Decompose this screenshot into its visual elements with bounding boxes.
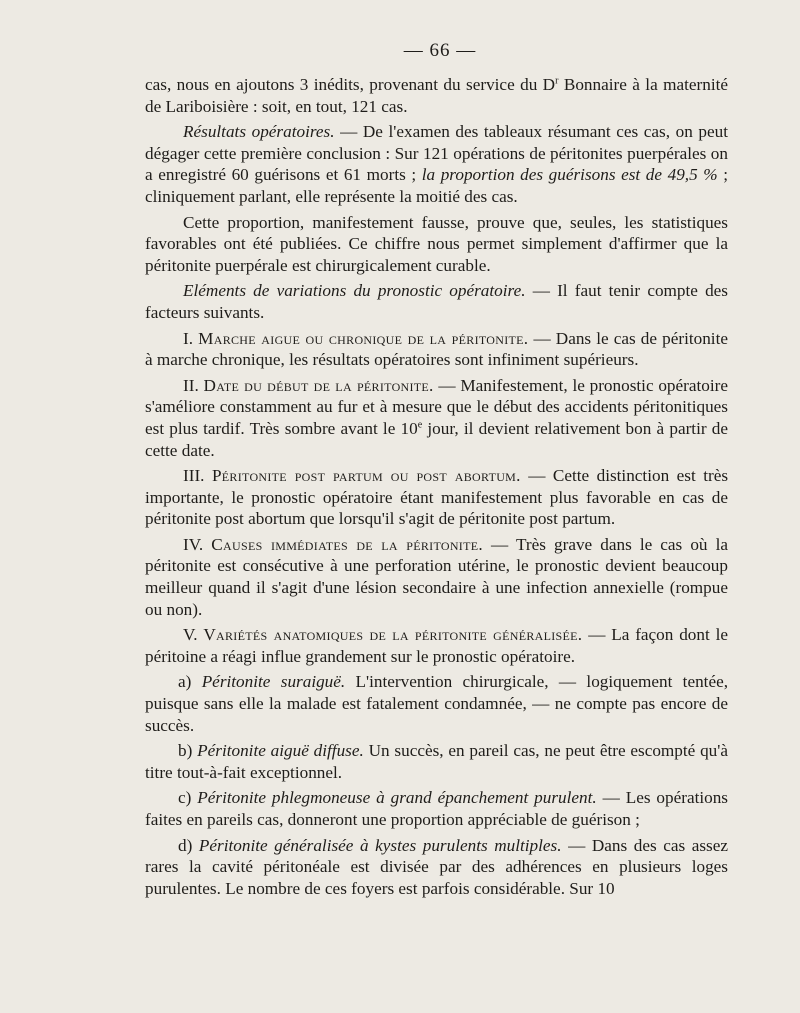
factor-3: III. Péritonite post partum ou post abortum. — Cette distinction est très importante, le pronostic opératoire étant manifestement plus favorable en cas de péritonite post abortum que lorsqu'il s'agit de péritonite post partum. bbox=[145, 466, 729, 529]
body-text bbox=[145, 74, 728, 903]
factor-1: I. Marche aigue ou chronique de la péritonite. — Dans le cas de péritonite à marche chronique, les résultats opératoires sont infiniment supérieurs. bbox=[145, 328, 728, 370]
section-heading: Eléments de variations du pronostic opératoire. bbox=[183, 281, 526, 301]
variety-heading: Péritonite généralisée à kystes purulents multiples. bbox=[198, 835, 562, 855]
variety-heading: Péritonite suraiguë. bbox=[201, 672, 346, 692]
paragraph-continuation: cas, nous en ajoutons 3 inédits, provenant du service du $D^r$ Bonnaire à la maternité de Lariboisière : soit, en tout, 121 cas. bbox=[145, 75, 728, 116]
variety-heading: Péritonite aiguë diffuse. bbox=[197, 741, 364, 761]
factor-4: IV. Causes immédiates de la péritonite. — Très grave dans le cas où la péritonite est consécutive à une perforation utérine, le pronostic devient beaucoup meilleur quand il s'agit d'une lésion secondaire à une infection annexielle (rompue ou non). bbox=[145, 534, 728, 619]
paragraph-elements: Eléments de variations du pronostic opératoire. — Il faut tenir compte des facteurs suivants. bbox=[145, 281, 729, 322]
factor-heading: Causes immédiates de la péritonite. bbox=[211, 534, 483, 554]
variety-d: d) Péritonite généralisée à kystes purulents multiples. — Dans des cas assez rares la cavité péritonéale est divisée par des adhérences en plusieurs loges purulentes. Le nombre de ces foyers est parfois considérable. Sur 10 bbox=[145, 835, 728, 898]
paragraph-resultats: Résultats opératoires. — De l'examen des tableaux résumant ces cas, on peut dégager cette première conclusion : Sur 121 opérations de péritonites puerpérales on a enregistré 60 guérisons et 61 morts ; la proportion des guérisons est de 49,5 % ; cliniquement parlant, elle représente la moitié des cas. bbox=[145, 122, 728, 206]
factor-2: II. Date du début de la péritonite. — Manifestement, le pronostic opératoire s'améliore constamment au fur et à mesure que le début des accidents péritonitiques est plus tardif. Très sombre avant le 10e jour, il devient relativement bon à partir de cette date. bbox=[145, 375, 729, 460]
variety-c: c) Péritonite phlegmoneuse à grand épanchement purulent. — Les opérations faites en pareils cas, donneront une proportion appréciable de guérison ; bbox=[145, 788, 728, 829]
variety-heading: Péritonite phlegmoneuse à grand épanchement purulent. bbox=[197, 788, 597, 808]
factor-heading: Péritonite post partum ou post abortum. bbox=[211, 466, 521, 486]
paragraph-proportion: Cette proportion, manifestement fausse, prouve que, seules, les statistiques favorables ont été publiées. Ce chiffre nous permet simplement d'affirmer que la péritonite puerpérale est chirurgicalement curable. bbox=[145, 212, 728, 275]
section-heading: Résultats opératoires. bbox=[183, 122, 335, 142]
page-number: — 66 — bbox=[403, 40, 477, 61]
factor-heading: Marche aigue ou chronique de la péritonite. bbox=[198, 328, 529, 348]
factor-heading: Variétés anatomiques de la péritonite généralisée. bbox=[203, 625, 583, 645]
factor-5: V. Variétés anatomiques de la péritonite généralisée. — La façon dont le péritoine a réagi influe grandement sur le pronostic opératoire. bbox=[145, 625, 728, 666]
variety-a: a) Péritonite suraiguë. L'intervention chirurgicale, — logiquement tentée, puisque sans elle la malade est fatalement condamnée, — ne compte pas encore de succès. bbox=[145, 672, 729, 735]
factor-heading: Date du début de la péritonite. bbox=[203, 375, 434, 395]
variety-b: b) Péritonite aiguë diffuse. Un succès, en pareil cas, ne peut être escompté qu'à titre tout-à-fait exceptionnel. bbox=[145, 741, 729, 782]
